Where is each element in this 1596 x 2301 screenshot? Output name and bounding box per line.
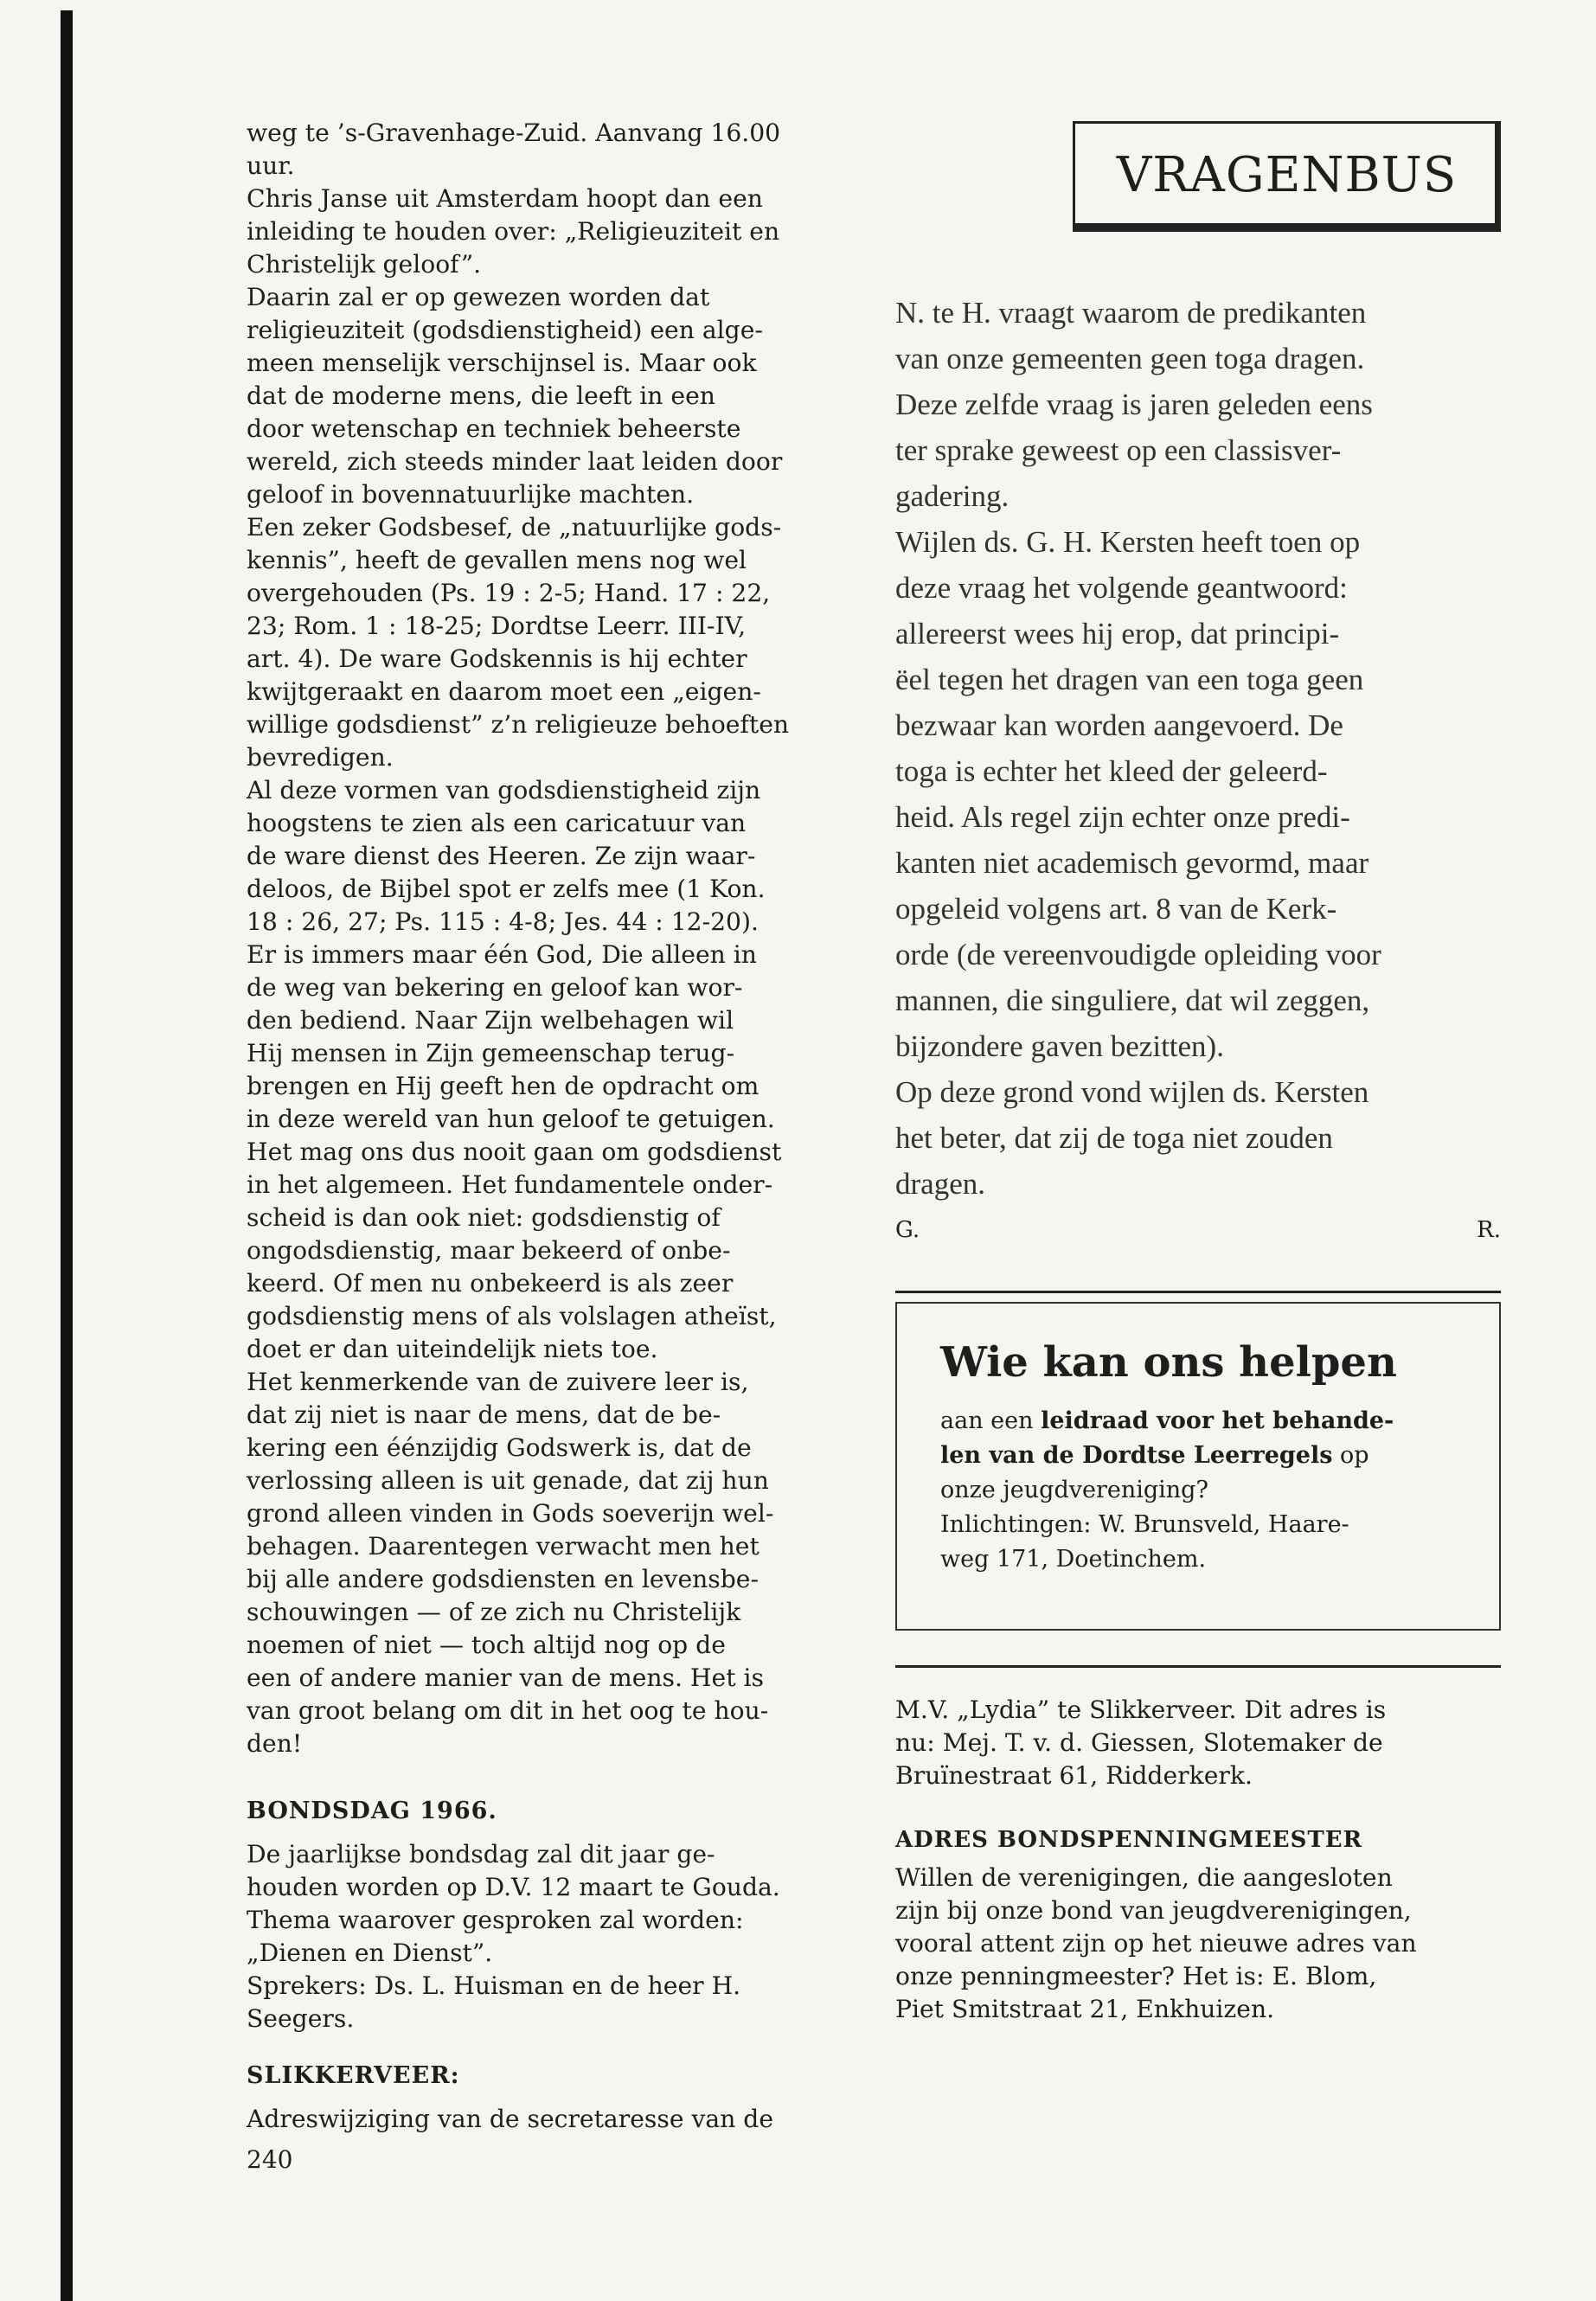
help-title: Wie kan ons helpen — [940, 1338, 1397, 1387]
slikkerveer-heading: SLIKKERVEER: — [247, 2062, 460, 2089]
adres-heading: ADRES BONDSPENNINGMEESTER — [895, 1827, 1363, 1853]
help-line5: weg 171, Doetinchem. — [940, 1546, 1207, 1573]
page-binding-edge — [61, 10, 73, 2301]
adres-text: Willen de verenigingen, die aangesloten zijn bij onze bond van jeugdverenigingen, vooral attent zijn op het nieuwe adres van onze penningmeester? Het is: E. Blom, Piet Smitstraat 21, Enkhuizen. — [895, 1863, 1417, 2023]
article-body: weg te ’s-Gravenhage-Zuid. Aanvang 16.00 uur. Chris Janse uit Amsterdam hoopt dan een inleiding te houden over: „Religieuziteit en Christelijk geloof”. Daarin zal er op gewezen worden dat religieuziteit (godsdienstigheid) een alge- meen menselijk verschijnsel is. Maar ook dat de moderne mens, die leeft in een door wetenschap en techniek beheerste wereld, zich steeds minder laat leiden door geloof in bovennatuurlijke machten. Een zeker Godsbesef, de „natuurlijke gods- kennis”, heeft de gevallen mens nog wel overgehouden (Ps. 19 : 2-5; Hand. 17 : 22, 23; Rom. 1 : 18-25; Dordtse Leerr. III-IV, art. 4). De ware Godskennis is hij echter kwijtgeraakt en daarom moet een „eigen- willige godsdienst” z’n religieuze behoeften bevredigen. Al deze vormen van godsdienstigheid zijn hoogstens te zien als een caricatuur van de ware dienst des Heeren. Ze zijn waar- deloos, de Bijbel spot er zelfs mee (1 Kon. 18 : 26, 27; Ps. 115 : 4-8; Jes. 44 : 12-20). Er is immers maar één God, Die alleen in de weg van bekering en geloof kan wor- den bediend. Naar Zijn welbehagen wil Hij mensen in Zijn gemeenschap terug- brengen en Hij geeft hen de opdracht om in deze wereld van hun geloof te getuigen. Het mag ons dus nooit gaan om godsdienst in het algemeen. Het fundamentele onder- scheid is dan ook niet: godsdienstig of ongodsdienstig, maar bekeerd of onbe- keerd. Of men nu onbekeerd is als zeer godsdienstig mens of als volslagen atheïst, doet er dan uiteindelijk niets toe. Het kenmerkende van de zuivere leer is, dat zij niet is naar de mens, dat de be- kering een éénzijdig Godswerk is, dat de verlossing alleen is uit genade, dat zij hun grond alleen vinden in Gods soeverijn wel- behagen. Daarentegen verwacht men het bij alle andere godsdiensten en levensbe- schouwingen — of ze zich nu Christelijk noemen of niet — toch altijd nog op de een of andere manier van de mens. Het is van groot belang om dit in het oog te hou- den! — [247, 119, 790, 1758]
slikkerveer-continued: M.V. „Lydia” te Slikkerveer. Dit adres is nu: Mej. T. v. d. Giessen, Slotemaker de Bruïnestraat 61, Ridderkerk. — [895, 1695, 1387, 1790]
divider-top — [895, 1291, 1501, 1293]
vragenbus-title: VRAGENBUS — [1116, 147, 1458, 203]
page-number: 240 — [247, 2145, 293, 2174]
vragenbus-header — [895, 121, 1492, 229]
help-line1-a: aan een — [940, 1407, 1042, 1434]
bondsdag-text: De jaarlijkse bondsdag zal dit jaar ge- houden worden op D.V. 12 maart te Gouda. Thema waarover gesproken zal worden: „Dienen en Dienst”. Sprekers: Ds. L. Huisman en de heer H. Seegers. — [247, 1840, 780, 2033]
signature — [895, 1217, 1501, 1243]
help-line3: onze jeugdvereniging? — [940, 1477, 1208, 1503]
slikkerveer-text: Adreswijziging van de secretaresse van de — [247, 2105, 774, 2133]
right-column — [895, 121, 1501, 2026]
bondsdag-heading: BONDSDAG 1966. — [247, 1798, 497, 1824]
vragenbus-text: N. te H. vraagt waarom de predikanten van onze gemeenten geen toga dragen. Deze zelfde vraag is jaren geleden eens ter sprake geweest op een classisver- gadering. Wijlen ds. G. H. Kersten heeft toen op deze vraag het volgende geantwoord: allereerst wees hij erop, dat principi- ëel tegen het dragen van een toga geen bezwaar kan worden aangevoerd. De toga is echter het kleed der geleerd- heid. Als regel zijn echter onze predi- kanten niet academisch gevormd, maar opgeleid volgens art. 8 van de Kerk- orde (de vereenvoudigde opleiding voor mannen, die singuliere, dat wil zeggen, bijzondere gaven bezitten). Op deze grond vond wijlen ds. Kersten het beter, dat zij de toga niet zouden dragen. — [895, 296, 1381, 1201]
signature-left: G. — [895, 1217, 920, 1243]
help-notice-box — [895, 1302, 1501, 1631]
help-line2-c: op — [1332, 1442, 1369, 1469]
signature-right: R. — [1477, 1217, 1501, 1243]
help-line4: Inlichtingen: W. Brunsveld, Haare- — [940, 1511, 1349, 1538]
help-body — [940, 1404, 1477, 1577]
left-column — [247, 117, 856, 2136]
help-line2: len van de Dordtse Leerregels — [940, 1442, 1333, 1469]
help-line1-b: leidraad voor het behande- — [1041, 1407, 1394, 1434]
vragenbus-rule — [1073, 223, 1501, 232]
